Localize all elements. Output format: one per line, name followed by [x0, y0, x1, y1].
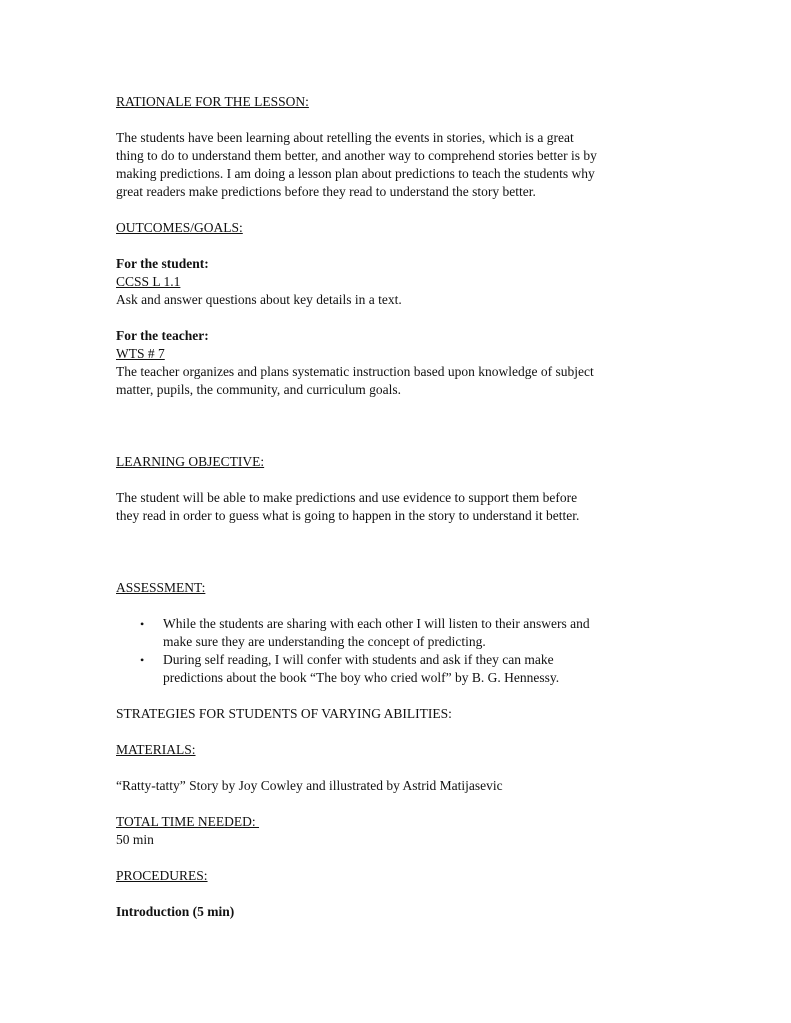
rationale-line: great readers make predictions before they read to understand the story better.: [116, 184, 536, 199]
procedures-heading: PROCEDURES:: [116, 868, 208, 883]
assessment-item-line: make sure they are understanding the concept of predicting.: [163, 634, 486, 649]
student-label: For the student:: [116, 256, 209, 271]
objective-line: they read in order to guess what is going to happen in the story to understand it better.: [116, 508, 580, 523]
assessment-list: [116, 615, 676, 687]
teacher-standard-line: matter, pupils, the community, and curriculum goals.: [116, 382, 402, 397]
materials-heading: MATERIALS:: [116, 742, 196, 757]
assessment-item-line: During self reading, I will confer with students and ask if they can make: [163, 652, 554, 667]
student-standard-link[interactable]: CCSS L 1.1: [116, 274, 181, 289]
time-value: 50 min: [116, 832, 154, 847]
bullet-icon: •: [140, 653, 145, 667]
lesson-plan-page: [116, 93, 676, 921]
bullet-icon: •: [140, 617, 145, 631]
outcomes-heading: OUTCOMES/GOALS:: [116, 220, 243, 235]
teacher-standard-link[interactable]: WTS # 7: [116, 346, 165, 361]
rationale-line: The students have been learning about retelling the events in stories, which is a great: [116, 130, 574, 145]
teacher-standard-line: The teacher organizes and plans systematic instruction based upon knowledge of subject: [116, 364, 594, 379]
student-standard-text: Ask and answer questions about key details in a text.: [116, 292, 402, 307]
list-item: [116, 651, 676, 687]
rationale-line: thing to do to understand them better, and another way to comprehend stories better is by: [116, 148, 597, 163]
rationale-heading: RATIONALE FOR THE LESSON:: [116, 94, 309, 109]
teacher-standard-text: [116, 363, 676, 399]
rationale-line: making predictions. I am doing a lesson plan about predictions to teach the students why: [116, 166, 595, 181]
assessment-item-line: While the students are sharing with each other I will listen to their answers and: [163, 616, 590, 631]
materials-text: “Ratty-tatty” Story by Joy Cowley and illustrated by Astrid Matijasevic: [116, 778, 503, 793]
introduction-label: Introduction (5 min): [116, 904, 235, 919]
assessment-heading: ASSESSMENT:: [116, 580, 206, 595]
assessment-item-line: predictions about the book “The boy who cried wolf” by B. G. Hennessy.: [163, 670, 560, 685]
time-heading: TOTAL TIME NEEDED:: [116, 814, 260, 829]
rationale-paragraph: [116, 129, 676, 201]
objective-paragraph: [116, 489, 676, 525]
strategies-heading: STRATEGIES FOR STUDENTS OF VARYING ABILITIES:: [116, 706, 452, 721]
list-item: [116, 615, 676, 651]
teacher-label: For the teacher:: [116, 328, 209, 343]
objective-line: The student will be able to make predictions and use evidence to support them before: [116, 490, 578, 505]
objective-heading: LEARNING OBJECTIVE:: [116, 454, 265, 469]
